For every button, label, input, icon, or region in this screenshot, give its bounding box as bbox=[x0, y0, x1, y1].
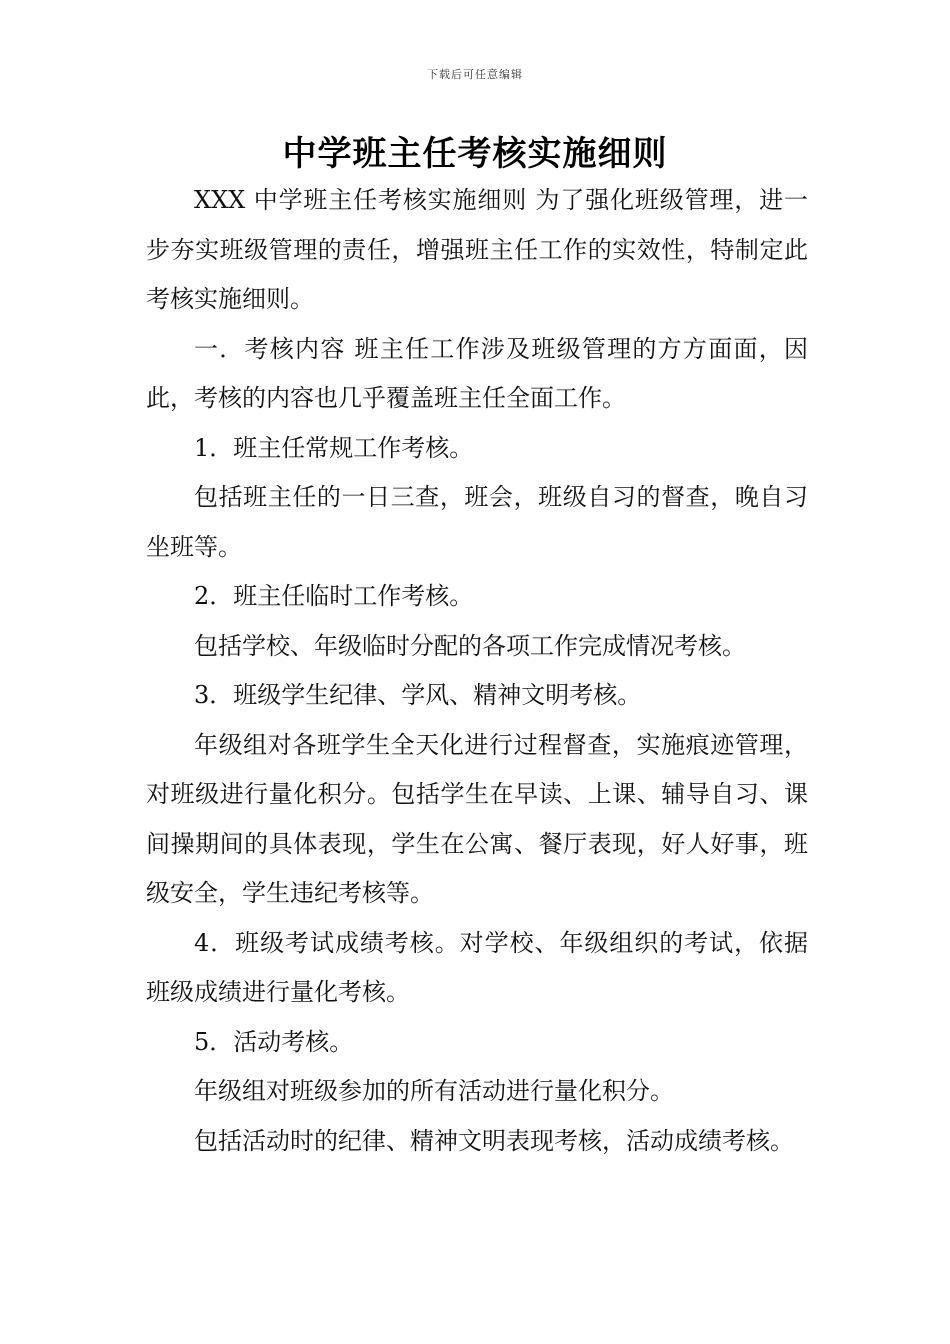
paragraph-intro: XXX 中学班主任考核实施细则 为了强化班级管理，进一步夯实班级管理的责任，增强班主任工作的实效性，特制定此考核实施细则。 bbox=[146, 186, 808, 313]
paragraph-item-2-detail: 包括学校、年级临时分配的各项工作完成情况考核。 bbox=[194, 631, 746, 660]
document-body bbox=[146, 176, 808, 1166]
paragraph-item-2-heading: 2．班主任临时工作考核。 bbox=[194, 582, 474, 610]
paragraph-item-1-detail: 包括班主任的一日三查，班会，班级自习的督查，晚自习坐班等。 bbox=[146, 483, 808, 561]
paragraph-item-4: 4．班级考试成绩考核。对学校、年级组织的考试，依据班级成绩进行量化考核。 bbox=[146, 928, 808, 1006]
paragraph-item-1-heading: 1．班主任常规工作考核。 bbox=[194, 433, 474, 462]
document-title: 中学班主任考核实施细则 bbox=[282, 134, 668, 174]
header-note: 下载后可任意编辑 bbox=[427, 68, 523, 81]
paragraph-item-3-detail: 年级组对各班学生全天化进行过程督查，实施痕迹管理，对班级进行量化积分。包括学生在早读、上课、辅导自习、课间操期间的具体表现，学生在公寓、餐厅表现，好人好事，班级安全，学生违纪考核等。 bbox=[146, 730, 808, 907]
paragraph-item-3-heading: 3．班级学生纪律、学风、精神文明考核。 bbox=[194, 681, 642, 709]
paragraph-item-5-detail: 年级组对班级参加的所有活动进行量化积分。 bbox=[194, 1077, 674, 1105]
paragraph-section-one: 一．考核内容 班主任工作涉及班级管理的方方面面，因此，考核的内容也几乎覆盖班主任全面工作。 bbox=[146, 334, 808, 412]
paragraph-item-5-heading: 5．活动考核。 bbox=[194, 1027, 354, 1056]
paragraph-item-5-extra: 包括活动时的纪律、精神文明表现考核，活动成绩考核。 bbox=[194, 1126, 794, 1155]
